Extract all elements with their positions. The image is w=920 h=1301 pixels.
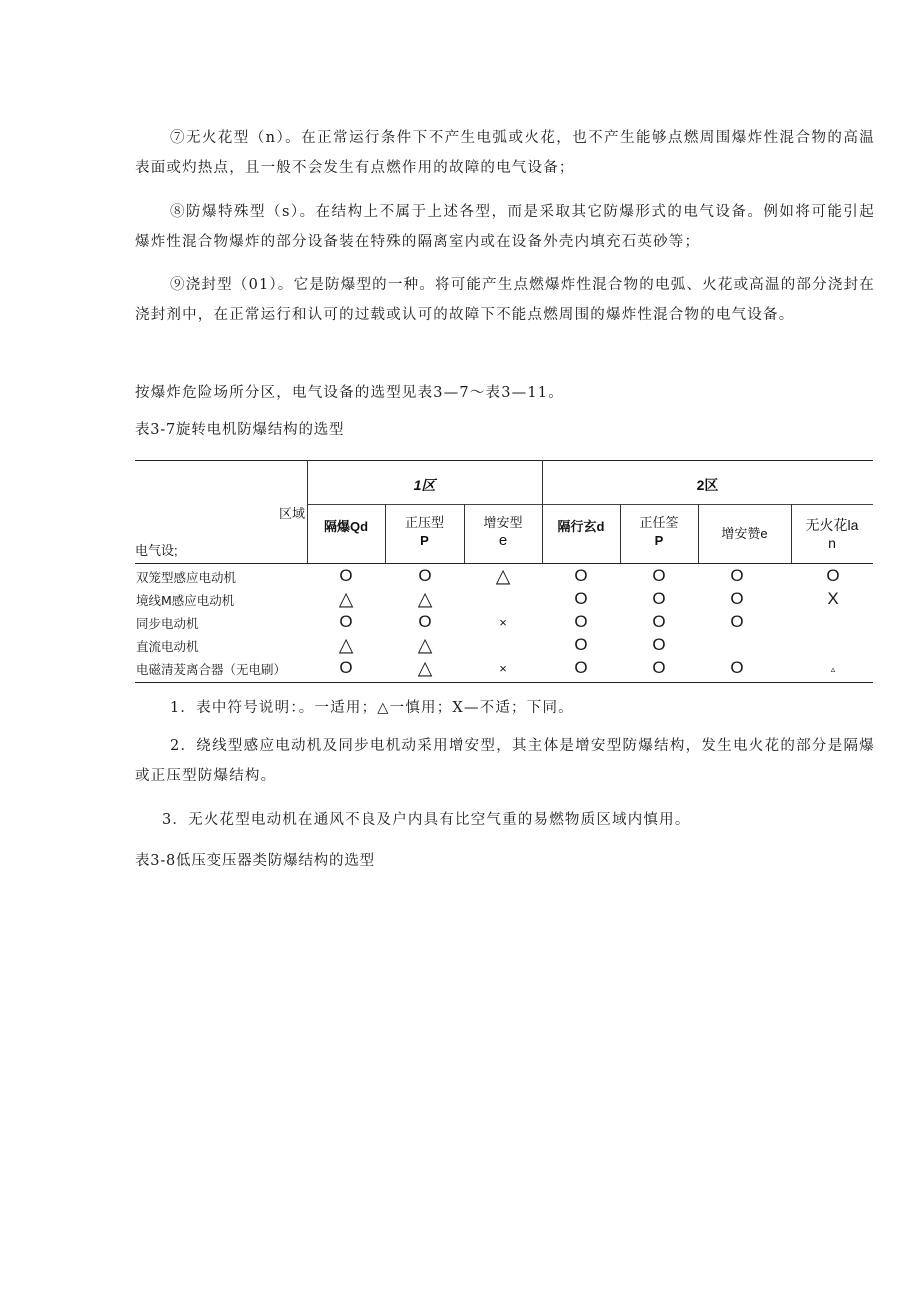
table-cell-symbol: × [499, 615, 507, 630]
col-header-flameproof-2 [542, 518, 620, 536]
table-cell-symbol: O [574, 566, 588, 585]
table-cell-symbol: O [652, 658, 666, 677]
paragraph-encapsulation: ⑨浇封型（01）。它是防爆型的一种。将可能产生点燃爆炸性混合物的电弧、火花或高温的部分浇封在浇封剂中，在正常运行和认可的过载或认可的故障下不能点燃周围的爆炸性混合物的电气设备。 [135, 277, 875, 323]
row-label: 双笼型感应电动机 [136, 570, 237, 585]
col-header-line1: 增安赞e [721, 526, 768, 541]
table-cell-symbol: O [574, 635, 588, 654]
col-header-line1: 正任筌 [639, 515, 679, 530]
col-header-increased-safety-2 [698, 525, 791, 543]
note-1: 1．表中符号说明：。一适用；△一慎用；X—不适；下同。 [170, 700, 574, 716]
col-header-line1: 增安型 [483, 515, 523, 530]
table-cell-symbol: △ [417, 589, 433, 610]
zone-header-rule [307, 504, 873, 505]
col-header-pressurized-1 [385, 514, 464, 550]
col-header-line2: n [828, 535, 836, 551]
corner-header-equipment: 电气设; [135, 543, 178, 558]
paragraph-selection-ref: 按爆炸危险场所分区，电气设备的选型见表3—7～表3—11。 [135, 385, 564, 401]
table-cell-symbol: △ [338, 589, 354, 610]
table-cell-symbol: O [339, 612, 353, 631]
paragraph-non-sparking: ⑦无火花型（n）。在正常运行条件下不产生电弧或火花，也不产生能够点燃周围爆炸性混合物的高温表面或灼热点，且一般不会发生有点燃作用的故障的电气设备； [135, 130, 875, 176]
table-cell-symbol: O [730, 566, 744, 585]
row-label: 境线M感应电动机 [136, 593, 235, 608]
table-cell-symbol: O [418, 566, 432, 585]
header-bottom-rule [135, 563, 873, 564]
table-cell-symbol: O [339, 658, 353, 677]
col-header-line1: 正压型 [404, 515, 444, 530]
zone2-header: 2区 [696, 477, 719, 493]
col-header-pressurized-2 [620, 514, 698, 550]
table-bottom-rule [135, 682, 873, 683]
table-cell-symbol: × [499, 661, 507, 676]
table-cell-symbol: O [652, 635, 666, 654]
col-header-line2: P [420, 533, 429, 548]
col-header-line2: P [654, 533, 664, 548]
table-cell-symbol: △ [417, 635, 433, 656]
table-rotating-motors [135, 460, 873, 684]
note-2: 2．绕线型感应电动机及同步电机动采用增安型，其主体是增安型防爆结构，发生电火花的部分是隔爆或正压型防爆结构。 [135, 738, 875, 784]
zone1-header: 1区 [413, 477, 436, 493]
table1-caption: 表3-7旋转电机防爆结构的选型 [135, 422, 345, 438]
table-cell-symbol: O [418, 612, 432, 631]
table-cell-symbol: O [652, 566, 666, 585]
col-header-line2: e [498, 532, 508, 549]
row-label: 电磁清茇离合器（无电刷） [136, 662, 287, 677]
table-cell-symbol: O [730, 612, 744, 631]
table-cell-symbol: △ [495, 566, 511, 587]
corner-header-zone: 区域 [278, 506, 305, 521]
table-cell-symbol: △ [338, 635, 354, 656]
table-cell-symbol: X [827, 589, 839, 608]
row-label: 同步电动机 [136, 616, 199, 631]
table-cell-symbol: O [730, 658, 744, 677]
table-top-rule [135, 460, 873, 461]
table2-caption: 表3-8低压变压器类防爆结构的选型 [135, 853, 375, 869]
col-header-line1: 隔爆Qd [323, 519, 369, 534]
table-cell-symbol: △ [417, 658, 433, 679]
col-header-line1: 无火花la [805, 517, 859, 533]
paragraph-special-type: ⑧防爆特殊型（s）。在结构上不属于上述各型，而是采取其它防爆形式的电气设备。例如将可能引起爆炸性混合物爆炸的部分设备装在特殊的隔离室内或在设备外壳内填充石英砂等； [135, 204, 875, 250]
row-label: 直流电动机 [136, 639, 199, 654]
table-cell-symbol: O [574, 658, 588, 677]
table-cell-symbol: O [574, 612, 588, 631]
table-cell-symbol: O [574, 589, 588, 608]
col-header-flameproof-1 [307, 518, 385, 536]
table-cell-symbol: O [652, 612, 666, 631]
table-cell-symbol: ▵ [830, 664, 836, 674]
table-cell-symbol: O [339, 566, 353, 585]
table-cell-symbol: O [652, 589, 666, 608]
table-cell-symbol: O [730, 589, 744, 608]
col-header-increased-safety-1 [464, 514, 542, 550]
table-cell-symbol: O [826, 566, 840, 585]
col-header-non-sparking [791, 516, 873, 552]
col-header-line1: 隔行玄d [557, 519, 605, 534]
note-3: 3．无火花型电动机在通风不良及户内具有比空气重的易燃物质区域内慎用。 [162, 812, 691, 828]
